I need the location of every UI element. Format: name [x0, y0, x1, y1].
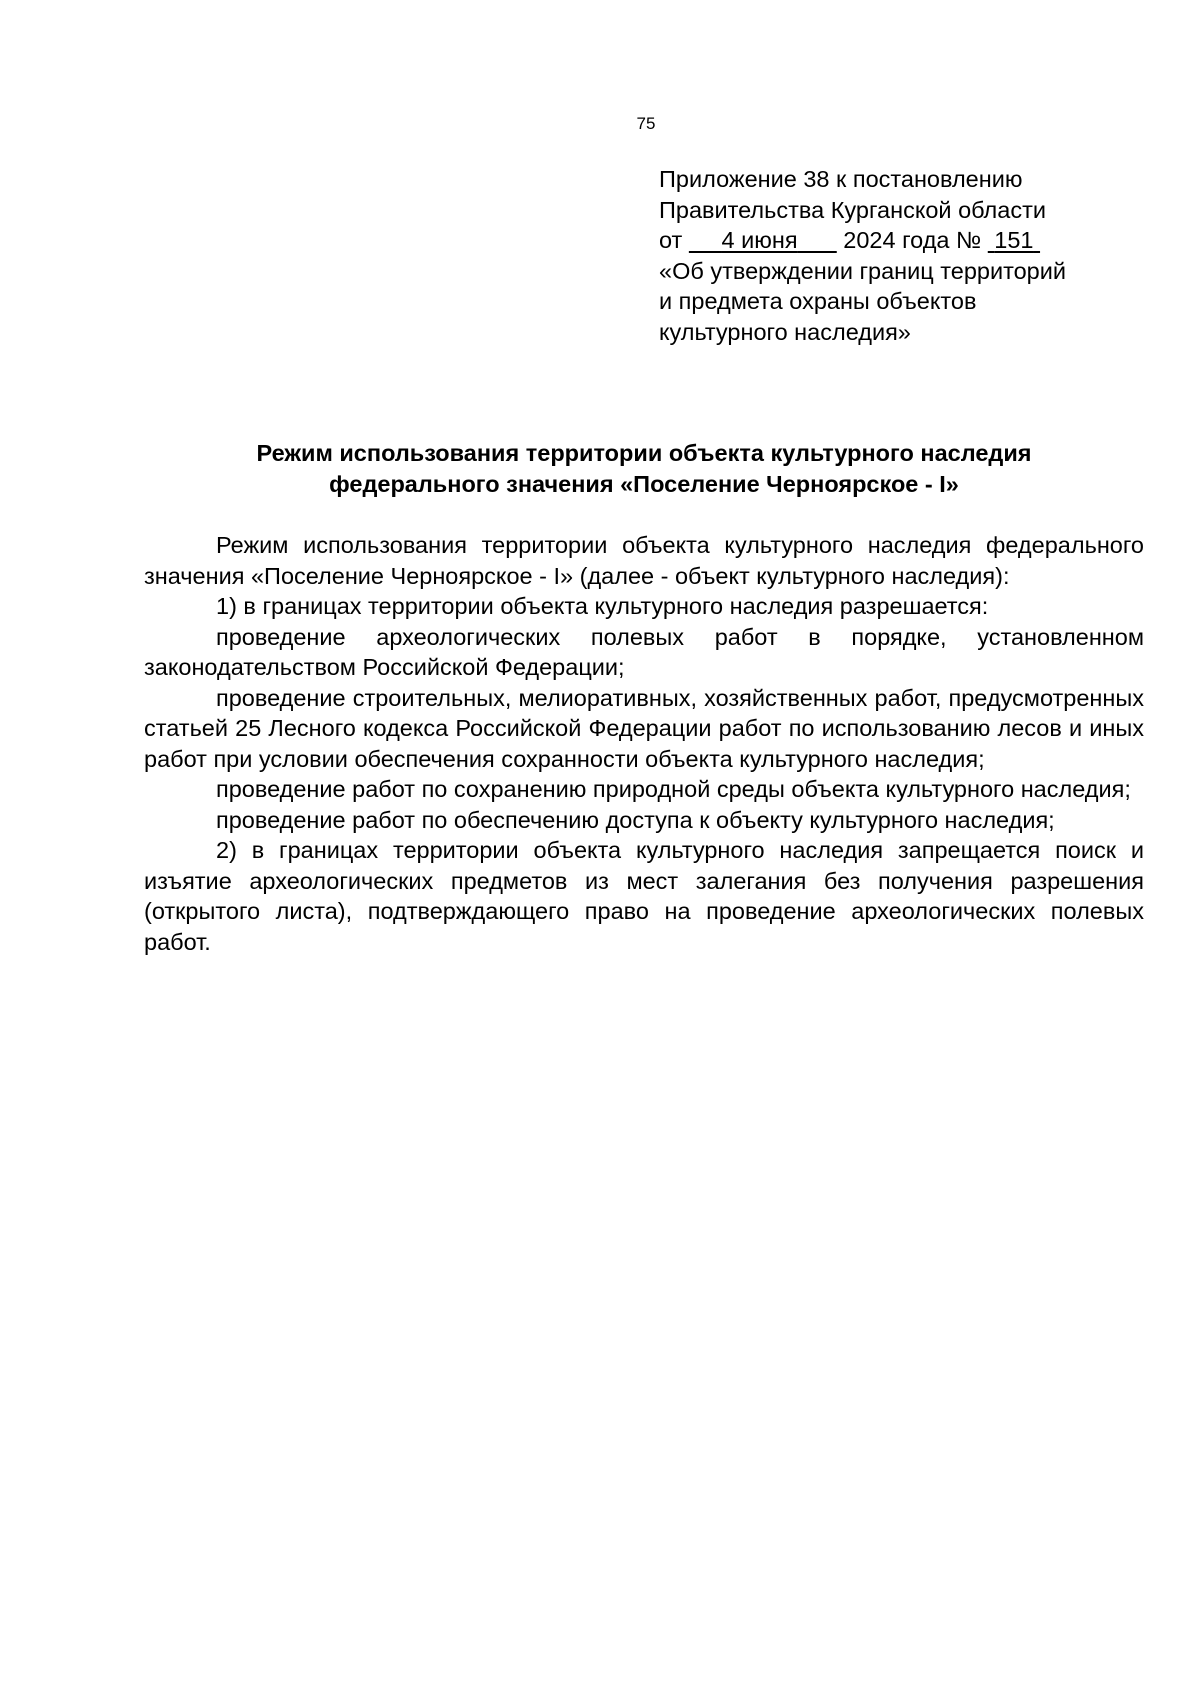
appendix-line-4: «Об утверждении границ территорий — [659, 257, 1067, 284]
date-underline-trail — [798, 227, 837, 253]
appendix-line-6: культурного наследия» — [659, 318, 911, 345]
paragraph-intro: Режим использования территории объекта культурного наследия федерального значения «Поселение Черноярское - I» (далее - объект культурного наследия): — [144, 532, 1144, 589]
paragraph-item-2: 2) в границах территории объекта культурного наследия запрещается поиск и изъятие археологических предметов из мест залегания без получения разрешения (открытого листа), подтверждающего право на проведение археологических полевых работ. — [144, 837, 1144, 955]
appendix-line-1: Приложение 38 к постановлению — [659, 166, 1023, 192]
page-number: 75 — [636, 114, 656, 133]
appendix-line-5: и предмета охраны объектов — [659, 288, 977, 314]
title-line-1: Режим использования территории объекта культурного наследия — [256, 440, 1032, 466]
paragraph-permitted-1: проведение археологических полевых работ в порядке, установленном законодательством Российской Федерации; — [144, 623, 1144, 680]
paragraph-permitted-4: проведение работ по обеспечению доступа к объекту культурного наследия; — [216, 806, 1055, 833]
date-value: 4 июня — [721, 227, 798, 253]
title-line-2: федерального значения «Поселение Черноярское - I» — [329, 470, 959, 497]
paragraph-item-1: 1) в границах территории объекта культурного наследия разрешается: — [216, 593, 989, 619]
paragraph-permitted-3: проведение работ по сохранению природной среды объекта культурного наследия; — [216, 776, 1131, 802]
appendix-date-line — [659, 225, 1179, 256]
appendix-line-2: Правительства Курганской области — [659, 196, 1046, 223]
year-text: 2024 года № — [843, 227, 982, 253]
number-underline-trail — [1034, 227, 1041, 253]
paragraph-permitted-2: проведение строительных, мелиоративных, хозяйственных работ, предусмотренных статьей 25 Лесного кодекса Российской Федерации работ по использованию лесов и иных работ при условии обеспечения сохранности объекта культурного наследия; — [144, 684, 1144, 772]
appendix-header — [659, 164, 1179, 347]
date-underline-lead — [689, 227, 722, 253]
document-title — [144, 438, 1144, 499]
document-number: 151 — [994, 227, 1034, 253]
date-prefix: от — [659, 227, 683, 253]
document-body — [144, 530, 1144, 957]
